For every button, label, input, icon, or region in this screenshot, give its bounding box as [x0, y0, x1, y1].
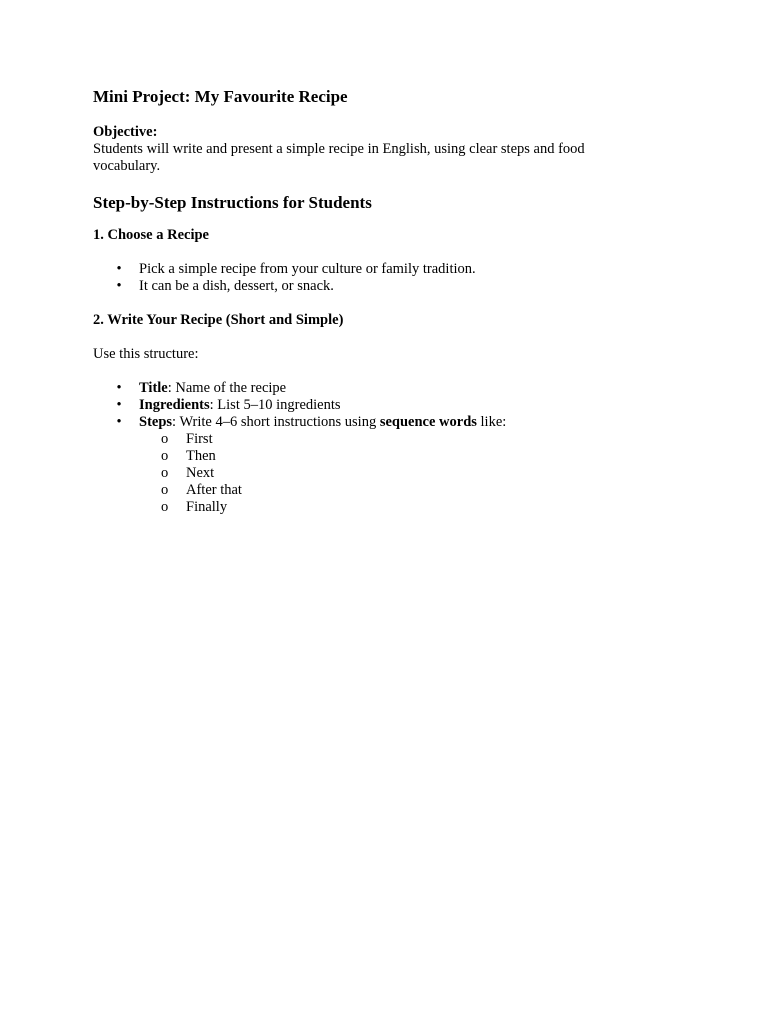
circle-bullet-icon: o	[161, 499, 169, 515]
circle-bullet-icon: o	[161, 448, 169, 464]
circle-bullet-icon: o	[161, 431, 169, 447]
item-ingredients-text: : List 5–10 ingredients	[209, 397, 341, 413]
objective-text-line-2: vocabulary.	[93, 158, 161, 174]
list-item-text: Pick a simple recipe from your culture or family tradition.	[139, 261, 476, 277]
item-title-text: : Name of the recipe	[167, 380, 287, 396]
sub-list-item	[93, 482, 693, 499]
document-page	[93, 86, 693, 533]
bullet-icon: •	[116, 414, 122, 430]
circle-bullet-icon: o	[161, 465, 169, 481]
item-steps-label: Steps	[139, 414, 173, 430]
objective-text-line-1: Students will write and present a simple recipe in English, using clear steps and food	[93, 141, 585, 157]
document-title: Mini Project: My Favourite Recipe	[93, 87, 348, 106]
structure-intro: Use this structure:	[93, 346, 199, 362]
sequence-word: Next	[186, 465, 215, 481]
sub-list-item	[93, 499, 693, 516]
step-2-heading: 2. Write Your Recipe (Short and Simple)	[93, 312, 344, 328]
list-item	[93, 397, 693, 414]
item-ingredients-label: Ingredients	[139, 397, 210, 413]
list-item	[93, 278, 693, 295]
list-item	[93, 380, 693, 397]
sub-list-item	[93, 448, 693, 465]
list-item	[93, 261, 693, 278]
sequence-words-list	[139, 431, 693, 516]
bullet-icon: •	[116, 261, 122, 277]
sequence-word: Then	[186, 448, 216, 464]
sequence-word: Finally	[186, 499, 228, 515]
list-item-text: It can be a dish, dessert, or snack.	[139, 278, 334, 294]
step-2-list	[93, 380, 693, 516]
circle-bullet-icon: o	[161, 482, 169, 498]
item-title-label: Title	[139, 380, 168, 396]
sequence-word: After that	[186, 482, 242, 498]
item-steps-text-end: like:	[476, 414, 507, 430]
item-steps-text: : Write 4–6 short instructions using	[172, 414, 380, 430]
list-item	[93, 414, 693, 516]
objective-label: Objective:	[93, 124, 158, 140]
sequence-words-label: sequence words	[379, 414, 477, 430]
instructions-heading: Step-by-Step Instructions for Students	[93, 193, 372, 212]
sub-list-item	[93, 431, 693, 448]
objective-section	[93, 124, 693, 175]
bullet-icon: •	[116, 278, 122, 294]
sub-list-item	[93, 465, 693, 482]
bullet-icon: •	[116, 380, 122, 396]
step-1-list	[93, 261, 693, 295]
sequence-word: First	[186, 431, 213, 447]
step-1-heading: 1. Choose a Recipe	[93, 227, 209, 243]
bullet-icon: •	[116, 397, 122, 413]
